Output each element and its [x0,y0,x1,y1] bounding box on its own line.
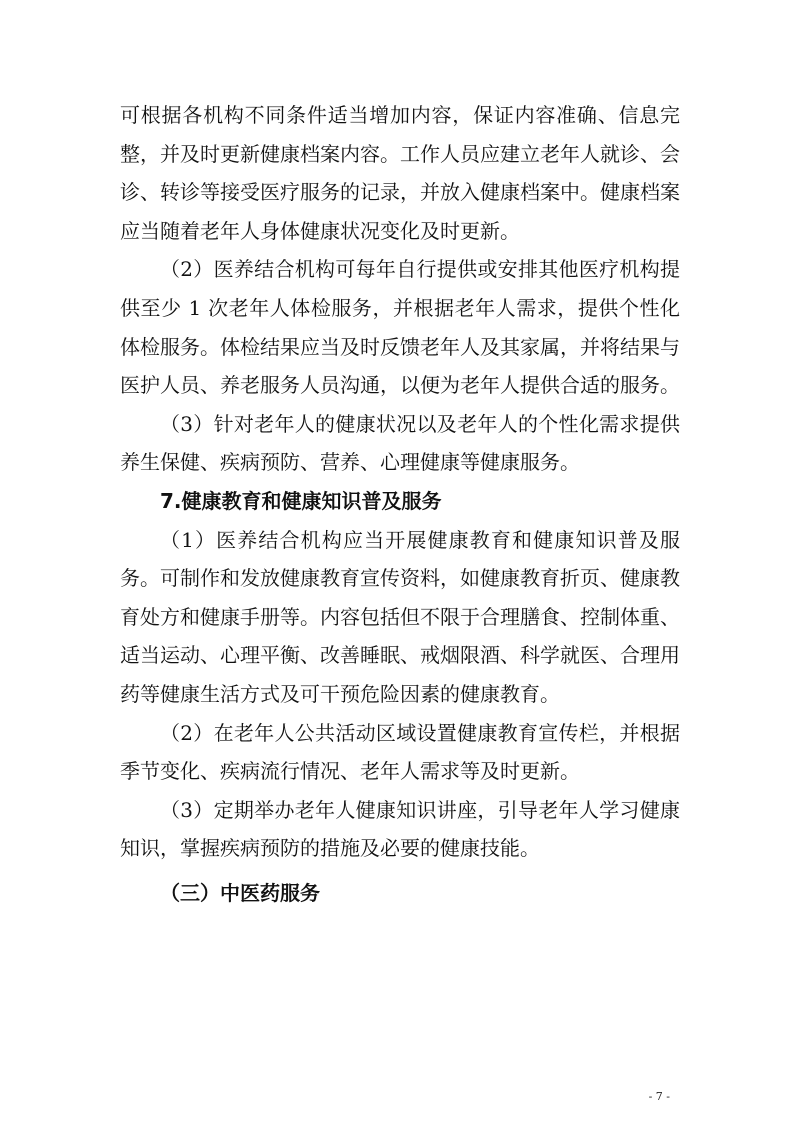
section7-paragraph-1: （1）医养结合机构应当开展健康教育和健康知识普及服务。可制作和发放健康教育宣传资料，如健康教育折页、健康教育处方和健康手册等。内容包括但不限于合理膳食、控制体重、适当运动、心理平衡、改善睡眠、戒烟限酒、科学就医、合理用药等健康生活方式及可干预危险因素的健康教育。 [120,527,680,706]
document-body [120,96,680,912]
section-heading-7: 7.健康教育和健康知识普及服务 [160,488,442,513]
section-heading-tcm: （三）中医药服务 [160,880,320,905]
paragraph-item-2: （2）医养结合机构可每年自行提供或安排其他医疗机构提供至少 1 次老年人体检服务，并根据老年人需求，提供个性化体检服务。体检结果应当及时反馈老年人及其家属，并将结果与医护人员、养老服务人员沟通，以便为老年人提供合适的服务。 [120,257,680,398]
section7-paragraph-2: （2）在老年人公共活动区域设置健康教育宣传栏，并根据季节变化、疾病流行情况、老年人需求等及时更新。 [120,720,680,784]
page-number: - 7 - [648,1090,670,1103]
paragraph-item-3: （3）针对老年人的健康状况以及老年人的个性化需求提供养生保健、疾病预防、营养、心理健康等健康服务。 [120,411,680,475]
paragraph-continuation: 可根据各机构不同条件适当增加内容，保证内容准确、信息完整，并及时更新健康档案内容。工作人员应建立老年人就诊、会诊、转诊等接受医疗服务的记录，并放入健康档案中。健康档案应当随着老年人身体健康状况变化及时更新。 [120,103,680,243]
section7-paragraph-3: （3）定期举办老年人健康知识讲座，引导老年人学习健康知识，掌握疾病预防的措施及必要的健康技能。 [120,797,680,861]
